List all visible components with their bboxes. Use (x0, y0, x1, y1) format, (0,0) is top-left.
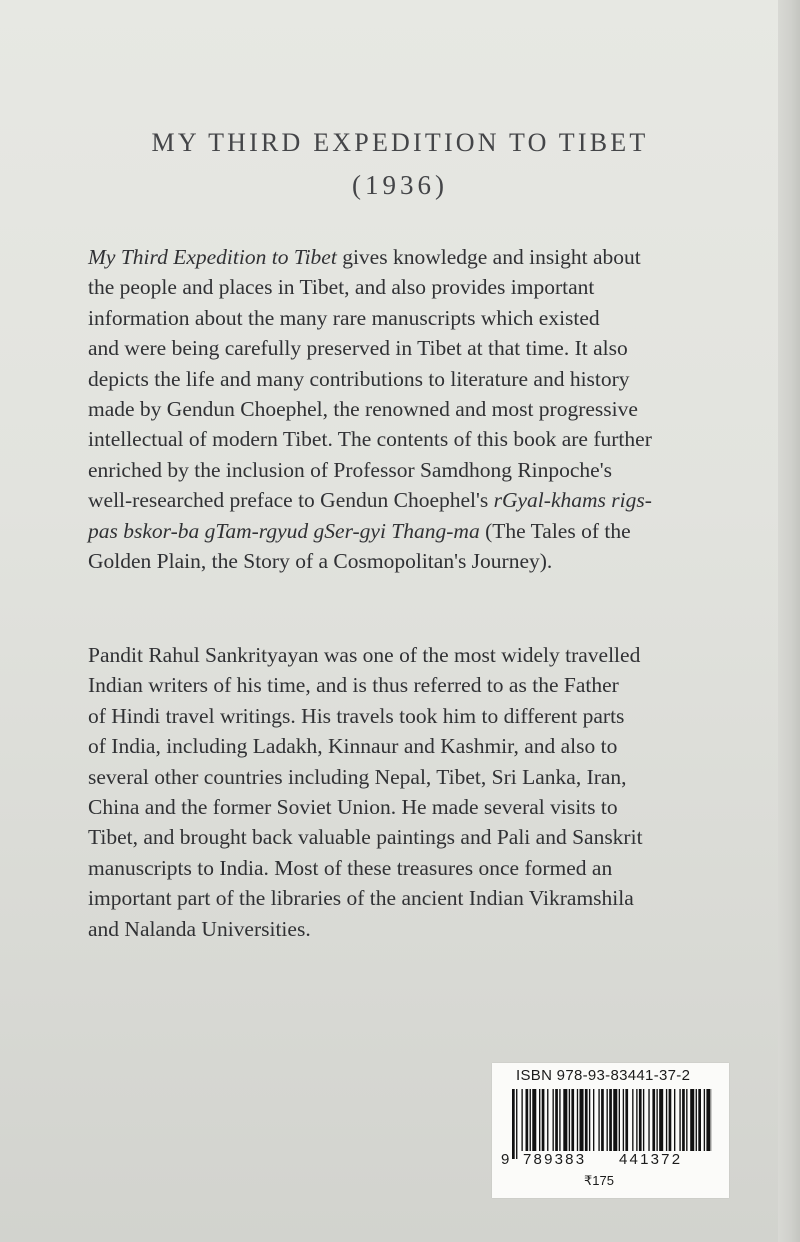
barcode-bar (669, 1089, 672, 1151)
text-run: Golden Plain, the Story of a Cosmopolitan's Journey). (88, 549, 553, 574)
text-run: and were being carefully preserved in Tibet at that time. It also (88, 336, 628, 361)
text-run: (The Tales of the (479, 518, 631, 543)
barcode-bar (613, 1089, 617, 1151)
barcode-bar (690, 1089, 694, 1151)
barcode-bar (656, 1089, 657, 1151)
barcode-bar (593, 1089, 594, 1151)
barcode-bar (704, 1089, 705, 1151)
text-run: made by Gendun Choephel, the renowned and most progressive (88, 397, 638, 422)
text-line (88, 546, 720, 576)
book-title: MY THIRD EXPEDITION TO TIBET (151, 128, 649, 157)
text-line (88, 792, 720, 822)
book-year: (1936) (352, 170, 448, 200)
barcode-right-digits: 441372 (619, 1151, 683, 1168)
text-run: well-researched preface to Gendun Choephel's (88, 488, 494, 513)
barcode-bar (555, 1089, 558, 1151)
barcode-digits (500, 1151, 722, 1171)
barcode-bar (516, 1089, 517, 1159)
barcode-bar (639, 1089, 642, 1151)
text-line (88, 333, 720, 363)
text-line (88, 640, 720, 670)
barcode-bar (643, 1089, 644, 1151)
text-run: the people and places in Tibet, and also provides important (88, 275, 595, 300)
barcode-bar (632, 1089, 633, 1151)
barcode-bar (686, 1089, 687, 1151)
text-run: manuscripts to India. Most of these treasures once formed an (88, 855, 613, 880)
text-line (88, 364, 720, 394)
barcode-bar (539, 1089, 540, 1151)
barcode-bar (698, 1089, 701, 1151)
isbn-number: ISBN 978-93-83441-37-2 (516, 1067, 691, 1084)
text-run: information about the many rare manuscripts which existed (88, 305, 600, 330)
text-line (88, 303, 720, 333)
text-line (88, 394, 720, 424)
text-line (88, 516, 720, 546)
barcode-bar (607, 1089, 608, 1151)
barcode-bars (512, 1089, 712, 1159)
text-run: depicts the life and many contributions to literature and history (88, 366, 630, 391)
text-run: several other countries including Nepal, Tibet, Sri Lanka, Iran, (88, 764, 627, 789)
barcode-bar (553, 1089, 554, 1151)
barcode-bar (521, 1089, 522, 1151)
text-line (88, 455, 720, 485)
barcode-bar (571, 1089, 574, 1151)
text-run: of India, including Ladakh, Kinnaur and Kashmir, and also to (88, 734, 618, 759)
text-line (88, 762, 720, 792)
text-line (88, 424, 720, 454)
text-run: and Nalanda Universities. (88, 916, 311, 941)
barcode-lead-digit: 9 (501, 1151, 510, 1168)
text-run: gives knowledge and insight about (336, 245, 641, 269)
text-line (88, 914, 720, 944)
italic-text: pas bskor-ba gTam-rgyud gSer-gyi Thang-ma (88, 518, 480, 543)
author-bio (88, 640, 720, 944)
barcode-bar (636, 1089, 637, 1159)
barcode-bar (625, 1089, 628, 1151)
text-run: intellectual of modern Tibet. The contents of this book are further (88, 427, 652, 452)
barcode-bar (542, 1089, 545, 1151)
price-label: ₹175 (584, 1173, 614, 1188)
text-run: Pandit Rahul Sankrityayan was one of the most widely travelled (88, 643, 641, 667)
barcode-bar (696, 1089, 697, 1151)
barcode-bar (512, 1089, 515, 1159)
barcode-bar (648, 1089, 649, 1151)
text-line (88, 853, 720, 883)
text-run: important part of the libraries of the ancient Indian Vikramshila (88, 886, 634, 911)
barcode-bar (682, 1089, 685, 1151)
book-description (88, 242, 720, 576)
text-line (88, 731, 720, 761)
text-line (88, 822, 720, 852)
text-line (88, 883, 720, 913)
text-run: of Hindi travel writings. His travels took him to different parts (88, 703, 625, 728)
barcode-bar (623, 1089, 624, 1151)
text-run: China and the former Soviet Union. He made several visits to (88, 795, 618, 820)
barcode-bar (674, 1089, 675, 1151)
barcode-bar (652, 1089, 655, 1151)
barcode-bar (532, 1089, 536, 1151)
text-line (88, 242, 720, 272)
text-run: Tibet, and brought back valuable paintings and Pali and Sanskrit (88, 825, 643, 850)
barcode-bar (659, 1089, 663, 1151)
barcode-bar (547, 1089, 548, 1151)
barcode-bar (619, 1089, 620, 1151)
barcode-bar (598, 1089, 599, 1151)
text-line (88, 485, 720, 515)
italic-text: My Third Expedition to Tibet (88, 245, 337, 269)
barcode-bar (569, 1089, 570, 1151)
italic-text: rGyal-khams rigs- (493, 488, 652, 513)
barcode-bar (589, 1089, 590, 1151)
barcode-bar (526, 1089, 529, 1151)
text-run: enriched by the inclusion of Professor Samdhong Rinpoche's (88, 457, 612, 482)
text-line (88, 272, 720, 302)
text-line (88, 670, 720, 700)
barcode-bar (577, 1089, 578, 1151)
barcode-bar (609, 1089, 612, 1151)
barcode-left-digits: 789383 (523, 1151, 587, 1168)
barcode-bar (580, 1089, 584, 1151)
barcode-bar (530, 1089, 531, 1151)
isbn-barcode-label (492, 1063, 729, 1198)
barcode-bar (585, 1089, 588, 1151)
barcode-bar (666, 1089, 667, 1151)
barcode-bar (601, 1089, 604, 1151)
barcode-bar (563, 1089, 567, 1151)
barcode-bar (706, 1089, 710, 1151)
text-line (88, 701, 720, 731)
barcode-bar (679, 1089, 680, 1151)
barcode-bar (559, 1089, 560, 1151)
text-run: Indian writers of his time, and is thus referred to as the Father (88, 673, 619, 698)
